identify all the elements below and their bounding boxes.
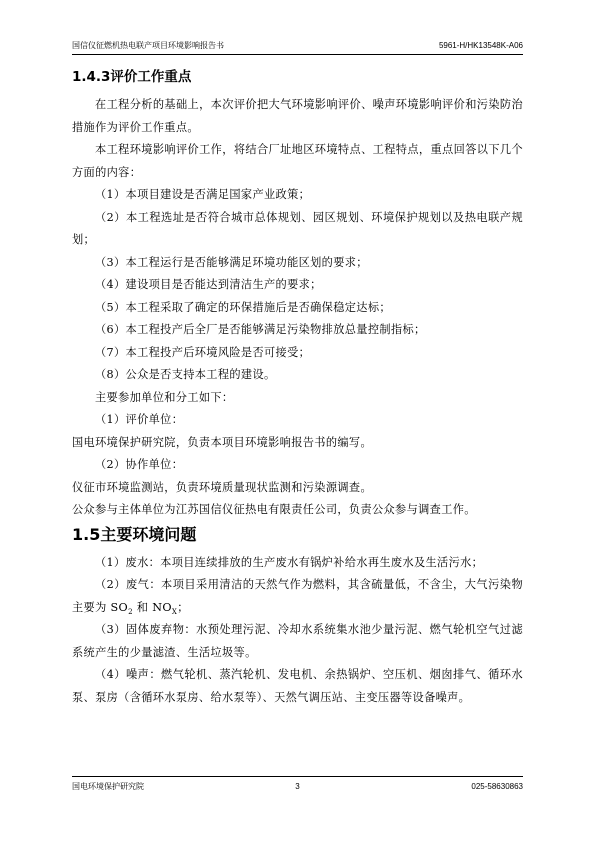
paragraph-participants-intro: 主要参加单位和分工如下： — [95, 390, 234, 404]
issue-exhaust-gas — [72, 574, 523, 619]
participant-cooperating-unit-detail: 仪征市环境监测站，负责环境质量现状监测和污染源调查。 — [72, 480, 372, 494]
section-heading-1-5: 1.5主要环境问题 — [72, 524, 197, 544]
so2-subscript: 2 — [128, 607, 133, 616]
list-item-6: （6）本工程投产后全厂是否能够满足污染物排放总量控制指标； — [95, 323, 426, 336]
section-heading-1-4-3: 1.4.3评价工作重点 — [72, 69, 192, 85]
issue-exhaust-gas-text-c: ； — [177, 600, 189, 614]
list-item-8: （8）公众是否支持本工程的建设。 — [95, 368, 276, 381]
participant-cooperating-unit-label: （2）协作单位： — [95, 458, 184, 471]
participant-public-unit-detail: 公众参与主体单位为江苏国信仪征热电有限责任公司，负责公众参与调查工作。 — [72, 503, 476, 516]
participant-evaluation-unit-label: （1）评价单位： — [95, 413, 184, 426]
issue-solid-waste: （3）固体废弃物：水预处理污泥、冷却水系统集水池少量污泥、燃气轮机空气过滤系统产生的少量滤渣、生活垃圾等。 — [72, 623, 523, 659]
nox-subscript: X — [171, 607, 178, 616]
header-document-title: 国信仪征燃机热电联产项目环境影响报告书 — [72, 41, 224, 50]
list-item-3: （3）本工程运行是否能够满足环境功能区划的要求； — [95, 255, 368, 269]
list-item-1: （1）本项目建设是否满足国家产业政策； — [95, 188, 311, 201]
header-document-code: 5961-H/HK13548K-A06 — [438, 41, 523, 50]
issue-exhaust-gas-text-a: （2）废气：本项目采用清洁的天然气作为燃料，其含硫量低，不含尘，大气污染物主要为 SO — [72, 578, 523, 614]
list-item-4: （4）建设项目是否能达到清洁生产的要求； — [95, 278, 322, 291]
footer-phone: 025-58630863 — [471, 782, 523, 791]
list-item-2: （2）本工程选址是否符合城市总体规划、园区规划、环境保护规划以及热电联产规划； — [72, 210, 523, 246]
list-item-7: （7）本工程投产后环境风险是否可接受； — [95, 345, 311, 359]
page-number: 3 — [295, 782, 300, 791]
footer-organization: 国电环境保护研究院 — [72, 782, 144, 791]
issue-noise: （4）噪声：燃气轮机、蒸汽轮机、发电机、余热锅炉、空压机、烟囱排气、循环水泵、泵房（含循环水泵房、给水泵等）、天然气调压站、主变压器等设备噪声。 — [72, 668, 523, 704]
page-header — [72, 40, 523, 55]
page-footer — [72, 776, 523, 793]
paragraph-evaluation-scope: 本工程环境影响评价工作，将结合厂址地区环境特点、工程特点，重点回答以下几个方面的内容： — [72, 143, 523, 179]
participant-evaluation-unit-detail: 国电环境保护研究院，负责本项目环境影响报告书的编写。 — [72, 435, 372, 449]
issue-wastewater: （1）废水：本项目连续排放的生产废水有锅炉补给水再生废水及生活污水； — [95, 555, 484, 569]
page-body — [72, 66, 523, 709]
paragraph-evaluation-focus: 在工程分析的基础上，本次评价把大气环境影响评价、噪声环境影响评价和污染防治措施作为评价工作重点。 — [72, 98, 523, 134]
issue-exhaust-gas-text-b: 和 NO — [132, 600, 172, 614]
list-item-5: （5）本工程采取了确定的环保措施后是否确保稳定达标； — [95, 300, 391, 314]
